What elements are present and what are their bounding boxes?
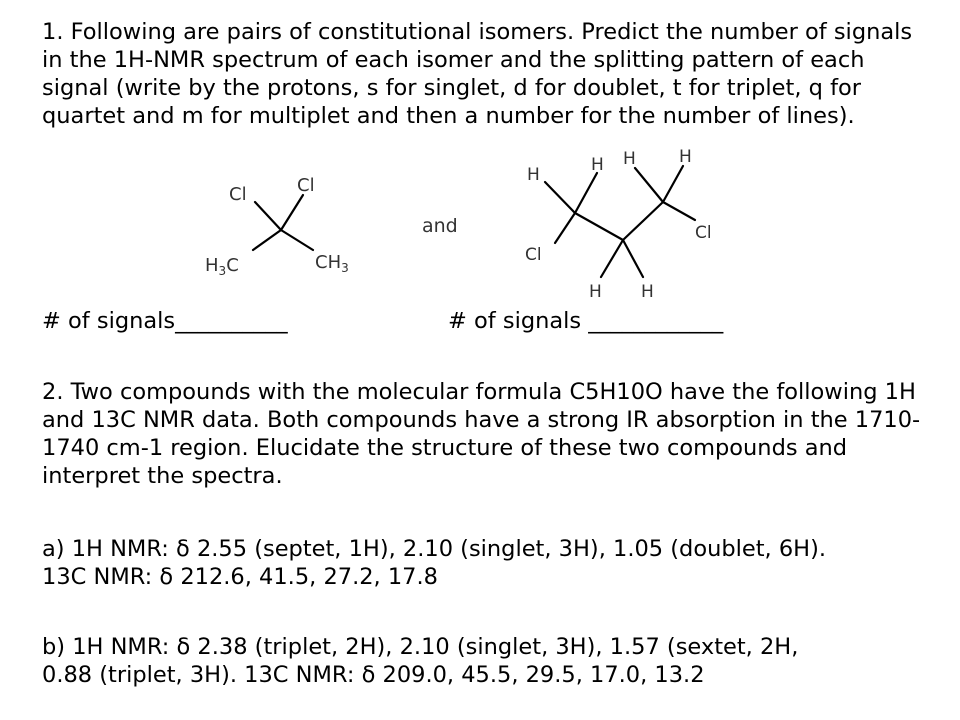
bond-c-cl-right (281, 195, 303, 230)
question-2b-data: b) 1H NMR: δ 2.38 (triplet, 2H), 2.10 (singlet, 3H), 1.57 (sextet, 2H, 0.88 (triplet, 3H). 13C NMR: δ 209.0, 45.5, 29.5, 17.0, 13.2 (42, 634, 799, 688)
cl-label: Cl (525, 245, 542, 265)
bond-c-ch3-right (281, 230, 313, 250)
question-2-text: 2. Two compounds with the molecular formula C5H10O have the following 1H and 13C NMR data. Both compounds have a strong IR absorption in the 1710-1740 cm-1 region. Elucidate the structure of these two compounds and interpret the spectra. (42, 379, 921, 489)
h-label: H (679, 147, 692, 167)
h-label: H (589, 282, 602, 302)
bond-c1-h-top (575, 173, 597, 213)
signals-blank-right: # of signals ____________ (448, 308, 724, 334)
bond-c-ch3-left (253, 230, 281, 250)
h-label: H (623, 149, 636, 169)
molecule-2-dichloropropane (515, 140, 735, 305)
bond-c2-c3 (623, 202, 663, 240)
bond-c-cl-left (255, 202, 281, 230)
bond-c2-h-right (623, 240, 643, 277)
cl-right-label: Cl (297, 175, 315, 196)
h-label: H (641, 282, 654, 302)
cl-label: Cl (695, 223, 712, 243)
ch3-label: $CH_3$ (315, 252, 349, 275)
bond-c1-h-left (545, 182, 575, 213)
bond-c1-c2 (575, 213, 623, 240)
bond-c3-cl (663, 202, 695, 220)
and-label: and (422, 215, 458, 237)
bond-c3-h-left (635, 168, 663, 202)
h-label: H (591, 155, 604, 175)
bond-c2-h-left (601, 240, 623, 277)
signals-blank-left: # of signals__________ (42, 308, 288, 334)
and-label-wrap (418, 210, 478, 240)
bond-c1-cl (555, 213, 575, 243)
h-label: H (527, 165, 540, 185)
question-2a-data: a) 1H NMR: δ 2.55 (septet, 1H), 2.10 (singlet, 3H), 1.05 (doublet, 6H). 13C NMR: δ 212.6, 41.5, 27.2, 17.8 (42, 536, 827, 590)
cl-left-label: Cl (229, 184, 247, 205)
question-1-text: 1. Following are pairs of constitutional isomers. Predict the number of signals in the 1H-NMR spectrum of each isomer and the splitting pattern of each signal (write by the protons, s for singlet, d for doublet, t for triplet, q for quartet and m for multiplet and then a number for the number of lines). (42, 19, 913, 129)
molecule-1-dichloropropane (195, 165, 375, 285)
h3c-label: $H_3C$ (205, 255, 239, 278)
bond-c3-h-right (663, 166, 683, 202)
